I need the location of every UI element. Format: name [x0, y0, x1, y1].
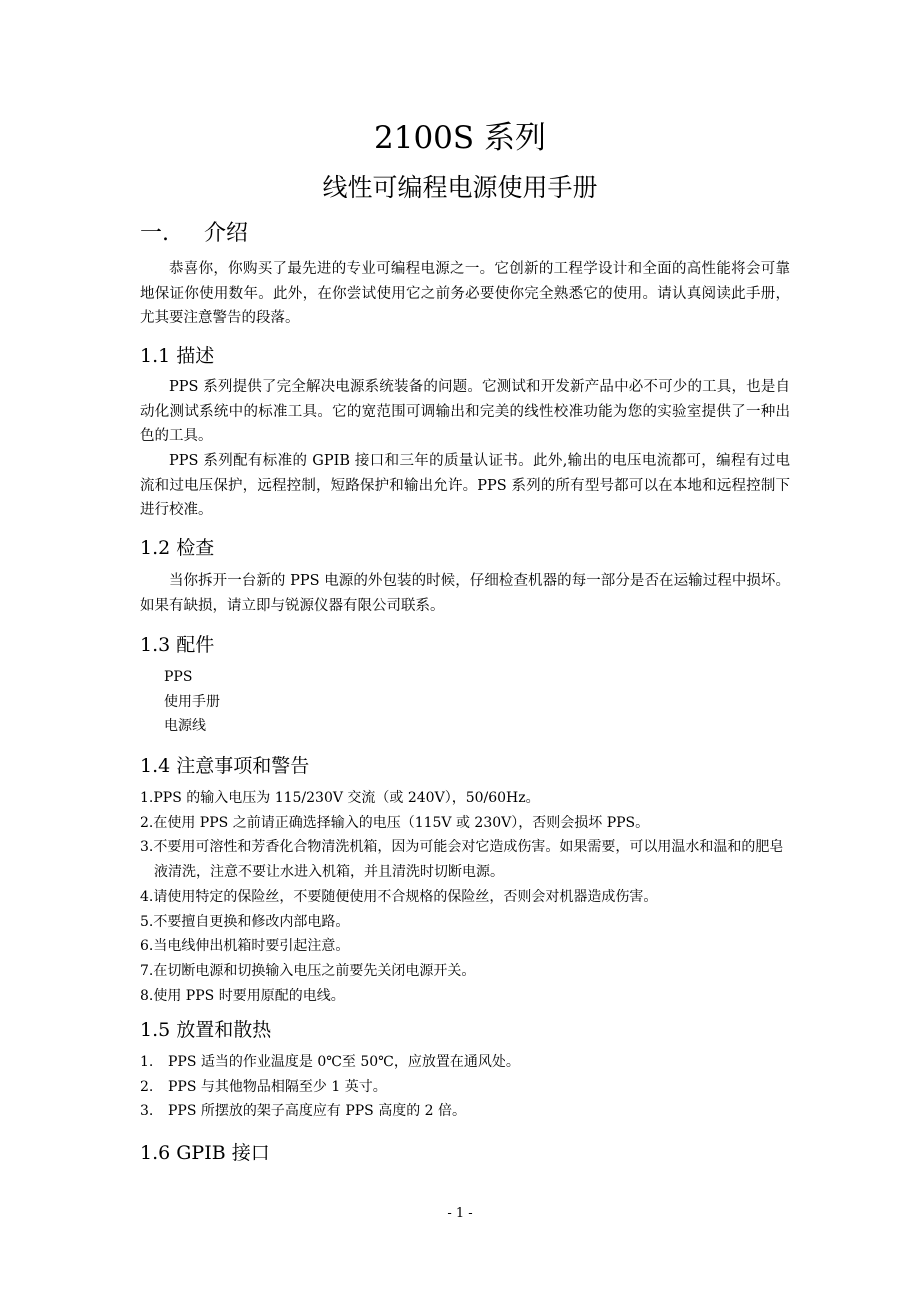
- section-1-number: 一.: [140, 221, 169, 246]
- accessories-list: [164, 665, 220, 739]
- description-paragraph-2: PPS 系列配有标准的 GPIB 接口和三年的质量认证书。此外,输出的电压电流都可，编程有过电流和过电压保护，远程控制，短路保护和输出允许。PPS 系列的所有型号都可以在本地和远程控制下进行校准。: [140, 453, 790, 518]
- intro-paragraph: 恭喜你，你购买了最先进的专业可编程电源之一。它创新的工程学设计和全面的高性能将会可靠地保证你使用数年。此外，在你尝试使用它之前务必要使你完全熟悉它的使用。请认真阅读此手册，尤其要注意警告的段落。: [140, 261, 790, 326]
- section-1-4-heading: 1.4 注意事项和警告: [140, 755, 310, 777]
- warnings-list: [140, 786, 790, 1008]
- warning-item: 6.当电线伸出机箱时要引起注意。: [140, 938, 350, 955]
- warning-item: 5.不要擅自更换和修改内部电路。: [140, 913, 350, 930]
- section-1-5-heading: 1.5 放置和散热: [140, 1019, 272, 1041]
- placement-item-number: 2.: [140, 1078, 154, 1095]
- page-number: - 1 -: [447, 1206, 473, 1221]
- section-1-3-heading: 1.3 配件: [140, 634, 215, 656]
- section-1-1-heading: 1.1 描述: [140, 345, 215, 367]
- placement-item-text: PPS 适当的作业温度是 0℃至 50℃，应放置在通风处。: [168, 1054, 520, 1070]
- document-subtitle: 线性可编程电源使用手册: [322, 173, 598, 202]
- placement-item-number: 3.: [140, 1103, 154, 1119]
- warning-item: 7.在切断电源和切换输入电压之前要先关闭电源开关。: [140, 962, 476, 979]
- placement-item: [140, 1050, 520, 1075]
- placement-item-text: PPS 与其他物品相隔至少 1 英寸。: [168, 1078, 387, 1095]
- warning-item: 3.不要用可溶性和芳香化合物清洗机箱，因为可能会对它造成伤害。如果需要，可以用温水和温和的肥皂液清洗，注意不要让水进入机箱，并且清洗时切断电源。: [140, 839, 784, 881]
- section-1-heading: [140, 216, 248, 247]
- placement-list: [140, 1050, 520, 1124]
- warning-item: 8.使用 PPS 时要用原配的电线。: [140, 987, 345, 1004]
- warning-item: 4.请使用特定的保险丝，不要随便使用不合规格的保险丝，否则会对机器造成伤害。: [140, 888, 658, 905]
- section-1-title: 介绍: [204, 221, 249, 246]
- description-paragraph-1: PPS 系列提供了完全解决电源系统装备的问题。它测试和开发新产品中必不可少的工具，也是自动化测试系统中的标准工具。它的宽范围可调输出和完美的线性校准功能为您的实验室提供了一种出色的工具。: [140, 379, 790, 444]
- placement-item: [140, 1099, 520, 1124]
- placement-item: [140, 1075, 520, 1100]
- section-1-2-heading: 1.2 检查: [140, 537, 215, 559]
- section-1-6-heading: 1.6 GPIB 接口: [140, 1142, 270, 1164]
- accessory-item: 使用手册: [164, 693, 220, 710]
- accessory-item: 电源线: [164, 718, 206, 734]
- placement-item-number: 1.: [140, 1054, 154, 1070]
- placement-item-text: PPS 所摆放的架子高度应有 PPS 高度的 2 倍。: [168, 1103, 467, 1119]
- warning-item: 1.PPS 的输入电压为 115/230V 交流（或 240V），50/60Hz。: [140, 790, 540, 806]
- warning-item: 2.在使用 PPS 之前请正确选择输入的电压（115V 或 230V），否则会损坏 PPS。: [140, 814, 650, 831]
- accessory-item: PPS: [164, 669, 193, 685]
- inspection-paragraph: 当你拆开一台新的 PPS 电源的外包装的时候，仔细检查机器的每一部分是否在运输过程中损坏。如果有缺损，请立即与锐源仪器有限公司联系。: [140, 573, 790, 614]
- document-title: 2100S 系列: [374, 120, 546, 156]
